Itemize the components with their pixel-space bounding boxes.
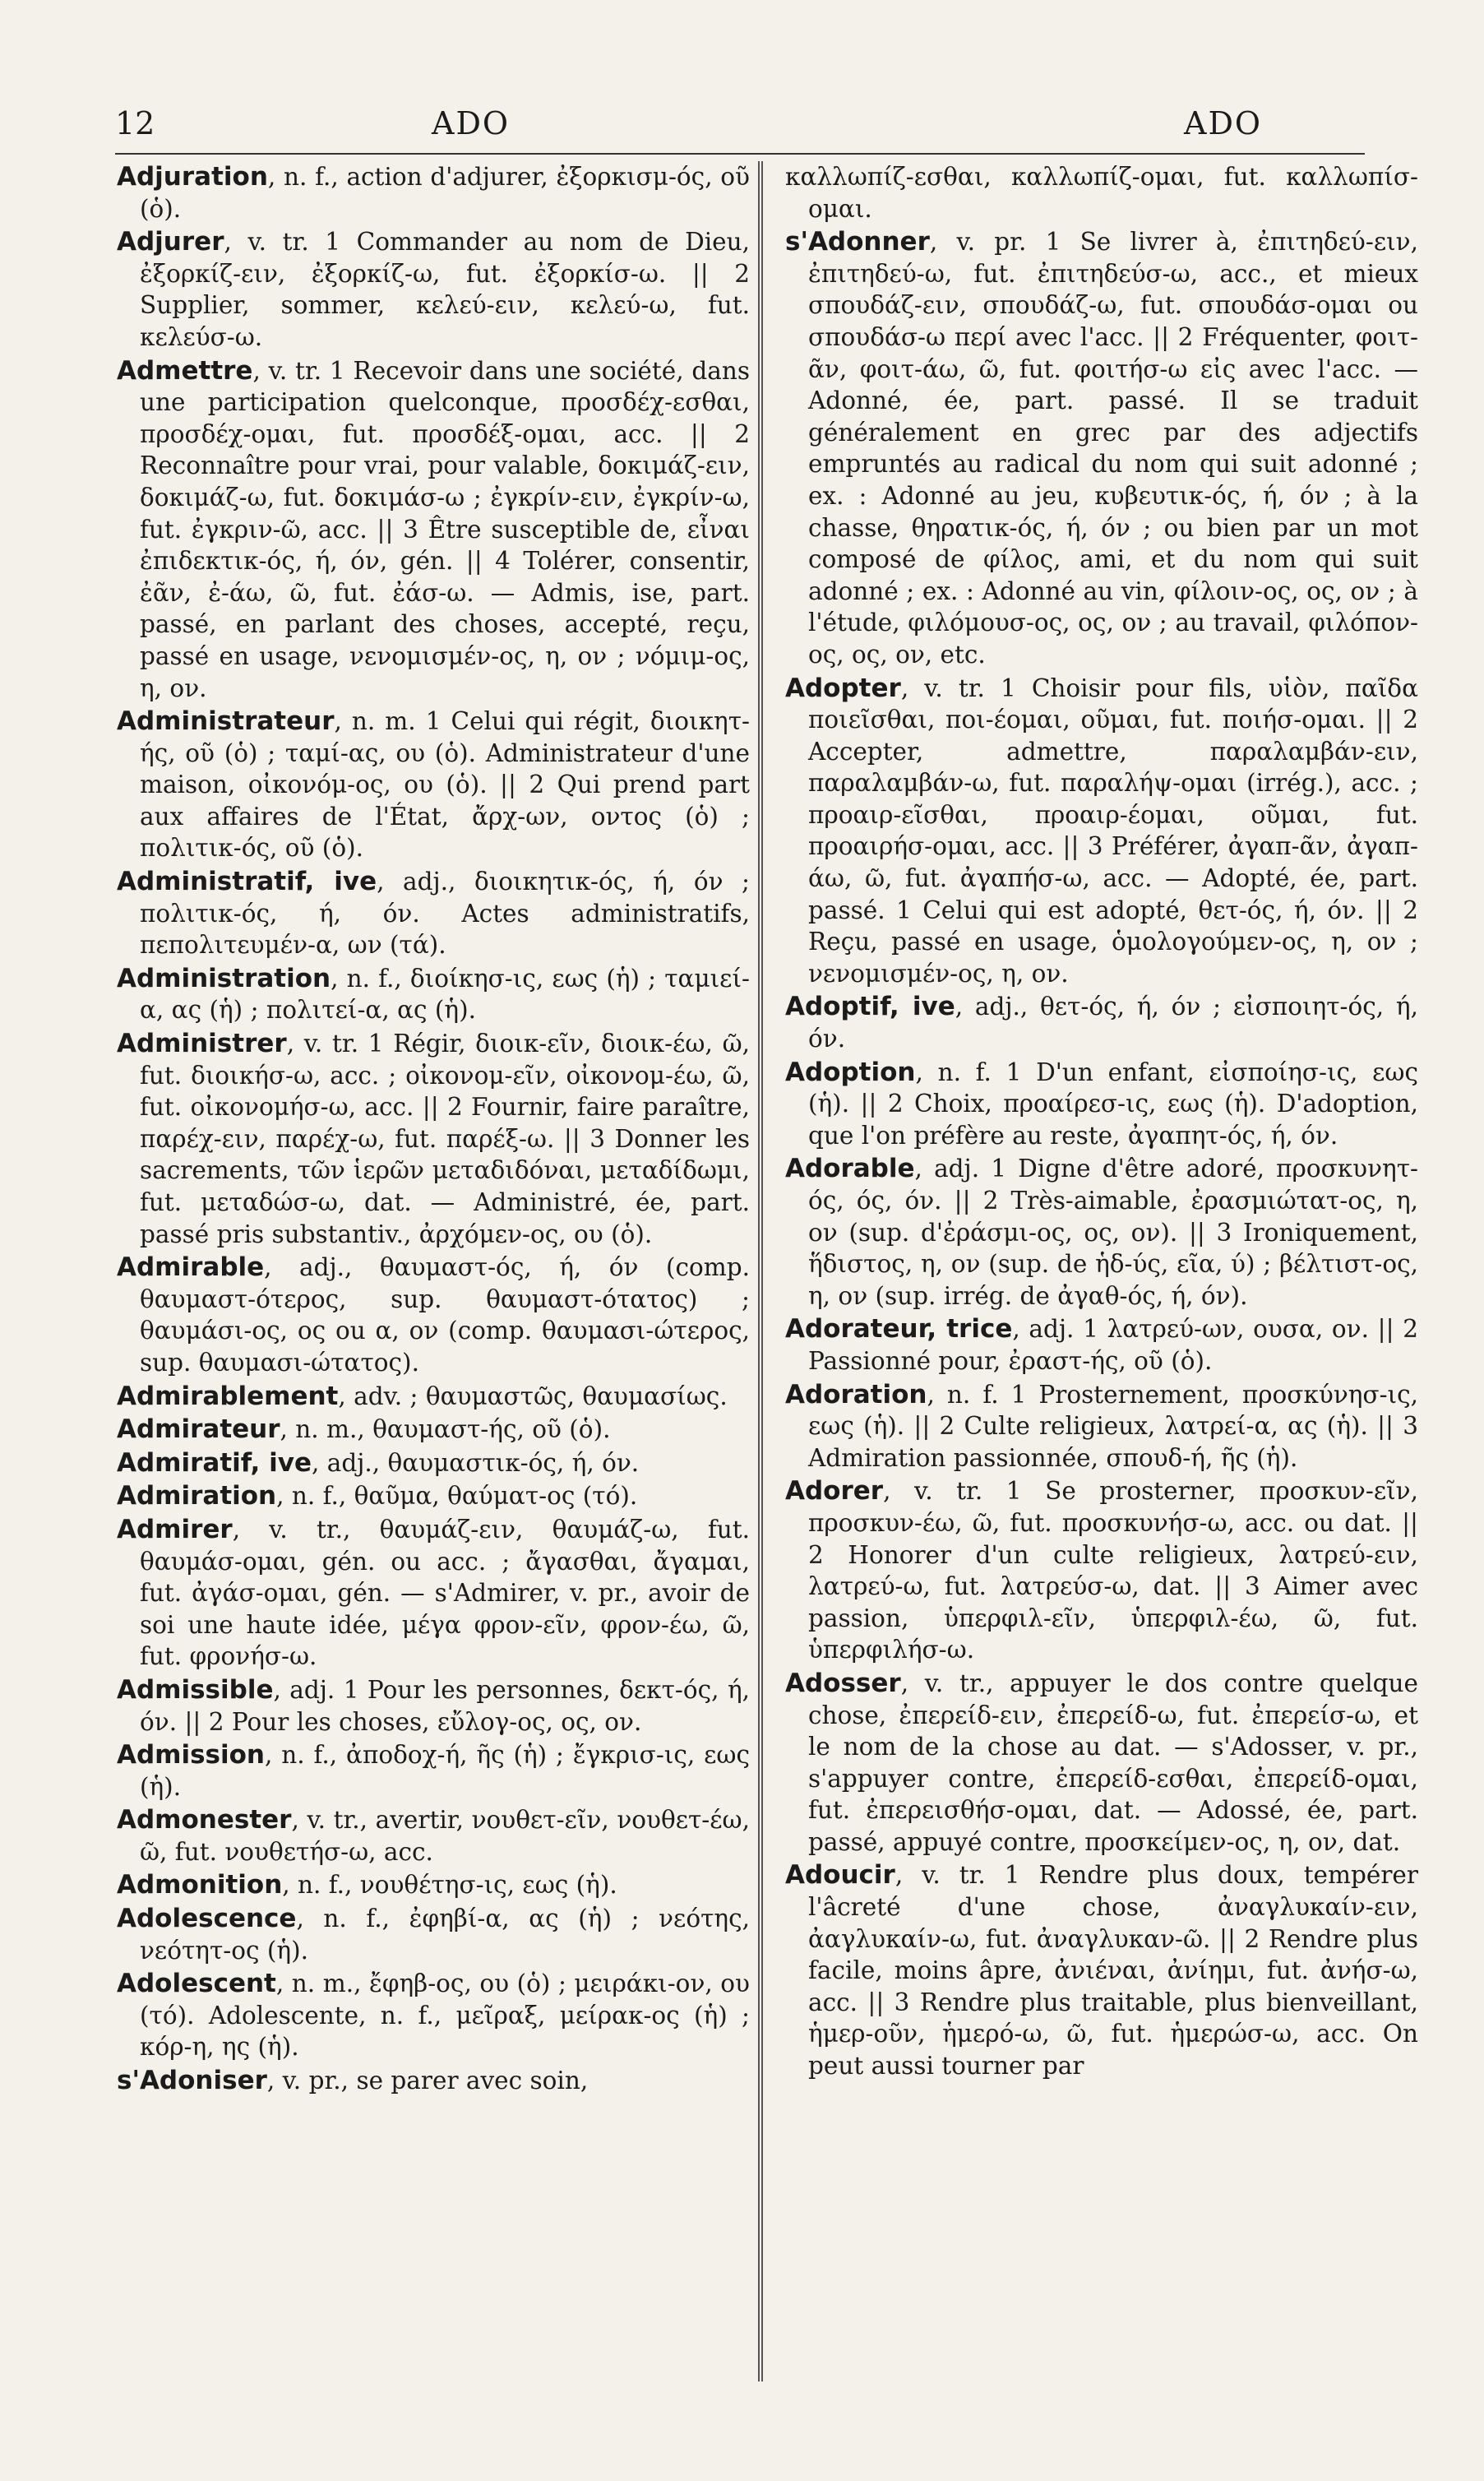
entry-headword: Adjuration: [117, 162, 268, 192]
entry-definition: , n. m. 1 Celui qui régit, διοικητ-ής, οῦ (ὁ) ; ταμί-ας, ου (ὁ). Administrateur d'une maison, οἰκονόμ-ος, ου (ὁ). || 2 Qui prend part aux affaires de l'État, ἄρχ-ων, οντος (ὁ) ; πολιτικ-ός, οῦ (ὁ).: [140, 707, 750, 863]
entry-definition: , v. tr., θαυμάζ-ειν, θαυμάζ-ω, fut. θαυμάσ-ομαι, gén. ou acc. ; ἄγασθαι, ἄγαμαι, fut. ἀγάσ-ομαι, gén. — s'Admirer, v. pr., avoir de soi une haute idée, μέγα φρον-εῖν, φρον-έω, ῶ, fut. φρονήσ-ω.: [140, 1515, 750, 1671]
entry-definition: , v. tr., avertir, νουθετ-εῖν, νουθετ-έω, ῶ, fut. νουθετήσ-ω, acc.: [140, 1806, 750, 1866]
dictionary-entry: [117, 1514, 750, 1673]
dictionary-entry: [117, 1739, 750, 1803]
dictionary-entry: [117, 1447, 750, 1479]
dictionary-entry: [117, 1414, 750, 1446]
entry-headword: Adoucir: [785, 1860, 895, 1891]
entry-definition: , v. tr. 1 Commander au nom de Dieu, ἐξορκίζ-ειν, ἐξορκίζ-ω, fut. ἐξορκίσ-ω. || 2 Supplier, sommer, κελεύ-ειν, κελεύ-ω, fut. κελεύσ-ω.: [140, 228, 750, 351]
page-header: [115, 105, 1484, 155]
entry-headword: Admirateur: [117, 1414, 280, 1445]
entry-headword: Admissible: [117, 1674, 274, 1705]
entry-definition: , n. f. 1 Prosternement, προσκύνησ-ις, εως (ἡ). || 2 Culte religieux, λατρεί-α, ας (ἡ). || 3 Admiration passionnée, σπουδ-ή, ῆς (ἡ).: [808, 1380, 1418, 1472]
entry-definition: , adj., θετ-ός, ή, όν ; εἰσποιητ-ός, ή, όν.: [808, 993, 1418, 1053]
dictionary-entry: [785, 991, 1418, 1054]
entry-headword: s'Adoniser: [117, 2066, 267, 2096]
dictionary-entry: [117, 1903, 750, 1966]
dictionary-entry: [117, 866, 750, 961]
entry-definition: , n. f., ἀποδοχ-ή, ῆς (ἡ) ; ἔγκρισ-ις, εως (ἡ).: [140, 1741, 750, 1801]
left-column: [117, 161, 750, 2099]
dictionary-entry: [117, 226, 750, 353]
entry-headword: Adoption: [785, 1057, 916, 1087]
entry-definition: , n. m., θαυμαστ-ής, οῦ (ὁ).: [280, 1415, 611, 1444]
dictionary-entry: [117, 963, 750, 1026]
header-rule: [115, 153, 1365, 155]
dictionary-entry: [117, 1968, 750, 2063]
dictionary-entry: [117, 355, 750, 705]
entry-definition: , adj., θαυμαστ-ός, ή, όν (comp. θαυμαστ-ότερος, sup. θαυμαστ-ότατος) ; θαυμάσι-ος, ος ou α, ον (comp. θαυμασι-ώτερος, sup. θαυμασι-ώτατος).: [140, 1253, 750, 1377]
dictionary-entry: [117, 1869, 750, 1901]
entry-definition: , n. f., θαῦμα, θαύματ-ος (τό).: [276, 1482, 638, 1511]
entry-definition: , v. tr. 1 Régir, διοικ-εῖν, διοικ-έω, ῶ, fut. διοικήσ-ω, acc. ; οἰκονομ-εῖν, οἰκονομ-έω, ῶ, fut. οἰκονομήσ-ω, acc. || 2 Fournir, faire paraître, παρέχ-ειν, παρέχ-ω, fut. παρέξ-ω. || 3 Donner les sacrements, τῶν ἱερῶν μεταδιδόναι, μεταδίδωμι, fut. μεταδώσ-ω, dat. — Administré, ée, part. passé pris substantiv., ἀρχόμεν-ος, ου (ὁ).: [140, 1030, 750, 1248]
dictionary-entry: [117, 1381, 750, 1413]
dictionary-entry: [785, 1668, 1418, 1858]
entry-headword: Adosser: [785, 1668, 901, 1698]
entry-headword: Adorable: [785, 1154, 915, 1184]
entry-definition: , n. m., ἔφηβ-ος, ου (ὁ) ; μειράκι-ον, ου (τό). Adolescente, n. f., μεῖραξ, μείρακ-ος (ἡ) ; κόρ-η, ης (ἡ).: [140, 1970, 750, 2062]
dictionary-entry: [785, 1057, 1418, 1152]
column-divider: [758, 161, 763, 2381]
entry-headword: Admirable: [117, 1252, 265, 1283]
entry-definition: , n. f., νουθέτησ-ις, εως (ἡ).: [282, 1871, 617, 1900]
entry-headword: Admission: [117, 1740, 266, 1770]
entry-headword: Adoration: [785, 1379, 927, 1409]
dictionary-entry: [785, 673, 1418, 990]
entry-headword: Admiration: [117, 1481, 277, 1511]
left-running-headword: ADO: [432, 105, 511, 141]
right-column: [785, 161, 1418, 2084]
dictionary-entry: [785, 161, 1418, 224]
entry-headword: Adopter: [785, 673, 901, 703]
entry-definition: , v. tr. 1 Recevoir dans une société, dans une participation quelconque, προσδέχ-εσθαι, προσδέχ-ομαι, fut. προσδέξ-ομαι, acc. || 2 Reconnaître pour vrai, pour valable, δοκιμάζ-ειν, δοκιμάζ-ω, fut. δοκιμάσ-ω ; ἐγκρίν-ειν, ἐγκρίν-ω, fut. ἐγκριν-ῶ, acc. || 3 Être susceptible de, εἶναι ἐπιδεκτικ-ός, ή, όν, gén. || 4 Tolérer, consentir, ἐᾶν, ἐ-άω, ῶ, fut. ἐάσ-ω. — Admis, ise, part. passé, en parlant des choses, accepté, reçu, passé en usage, νενομισμέν-ος, η, ον ; νόμιμ-ος, η, ον.: [140, 356, 750, 702]
dictionary-entry: [117, 1252, 750, 1378]
entry-definition: , v. pr., se parer avec soin,: [266, 2067, 589, 2095]
dictionary-entry: [785, 1859, 1418, 2081]
page-number: 12: [115, 105, 155, 141]
entry-headword: Admonester: [117, 1805, 292, 1835]
entry-headword: Admettre: [117, 355, 253, 386]
entry-headword: Administration: [117, 963, 331, 993]
entry-headword: Adolescence: [117, 1904, 297, 1934]
entry-headword: Administratif, ive: [117, 867, 377, 897]
dictionary-entry: [785, 226, 1418, 670]
entry-definition: , v. tr. 1 Choisir pour fils, υἱὸν, παῖδα ποιεῖσθαι, ποι-έομαι, οῦμαι, fut. ποιήσ-ομαι. || 2 Accepter, admettre, παραλαμβάν-ειν, παραλαμβάν-ω, fut. παραλήψ-ομαι (irrég.), acc. ; προαιρ-εῖσθαι, προαιρ-έομαι, οῦμαι, fut. προαιρήσ-ομαι, acc. || 3 Préférer, ἀγαπ-ᾶν, ἀγαπ-άω, ῶ, fut. ἀγαπήσ-ω, acc. — Adopté, ée, part. passé. 1 Celui qui est adopté, θετ-ός, ή, όν. || 2 Reçu, passé en usage, ὁμολογούμεν-ος, η, ον ; νενομισμέν-ος, η, ον.: [808, 673, 1418, 988]
entry-headword: Admirer: [117, 1514, 233, 1544]
entry-headword: Administrer: [117, 1029, 287, 1059]
entry-headword: Adoptif, ive: [785, 992, 955, 1022]
dictionary-entry: [117, 1028, 750, 1250]
entry-headword: Adorer: [785, 1476, 884, 1507]
entry-definition: , adj. 1 λατρεύ-ων, ουσα, ον. || 2 Passionné pour, ἐραστ-ής, οῦ (ὁ).: [808, 1315, 1418, 1375]
entry-headword: Admiratif, ive: [117, 1447, 312, 1478]
dictionary-entry: [785, 1153, 1418, 1312]
entry-headword: s'Adonner: [785, 227, 930, 257]
entry-definition: καλλωπίζ-εσθαι, καλλωπίζ-ομαι, fut. καλλωπίσ-ομαι.: [785, 163, 1418, 223]
entry-definition: , v. tr. 1 Se prosterner, προσκυν-εῖν, προσκυν-έω, ῶ, fut. προσκυνήσ-ω, acc. ou dat. || 2 Honorer d'un culte religieux, λατρεύ-ειν, λατρεύ-ω, fut. λατρεύσ-ω, dat. || 3 Aimer avec passion, ὑπερφιλ-εῖν, ὑπερφιλ-έω, ῶ, fut. ὑπερφιλήσ-ω.: [808, 1477, 1418, 1664]
dictionary-entry: [117, 1480, 750, 1512]
entry-headword: Admonition: [117, 1870, 283, 1900]
entry-definition: , adj., διοικητικ-ός, ή, όν ; πολιτικ-ός, ή, όν. Actes administratifs, πεπολιτευμέν-α, ων (τά).: [140, 868, 750, 960]
entry-headword: Adorateur, trice: [785, 1314, 1013, 1345]
dictionary-entry: [117, 706, 750, 864]
entry-definition: , adj. 1 Digne d'être adoré, προσκυνητ-ός, ός, όν. || 2 Très-aimable, ἐρασμιώτατ-ος, η, ον (sup. d'ἐράσμι-ος, ος, ον). || 3 Ironiquement, ἥδιστος, η, ον (sup. de ἡδ-ύς, εῖα, ύ) ; βέλτιστ-ος, η, ον (sup. irrég. de ἀγαθ-ός, ή, όν).: [808, 1155, 1418, 1310]
entry-headword: Administrateur: [117, 706, 335, 737]
entry-headword: Adjurer: [117, 227, 224, 257]
dictionary-entry: [785, 1313, 1418, 1377]
dictionary-entry: [785, 1379, 1418, 1474]
entry-headword: Admirablement: [117, 1381, 339, 1411]
entry-definition: , adv. ; θαυμαστῶς, θαυμασίως.: [338, 1382, 728, 1410]
right-running-headword: ADO: [1184, 105, 1263, 141]
entry-definition: , n. f., διοίκησ-ις, εως (ἡ) ; ταμιεί-α, ας (ἡ) ; πολιτεί-α, ας (ἡ).: [140, 964, 750, 1025]
entry-definition: , v. tr. 1 Rendre plus doux, tempérer l'âcreté d'une chose, ἀναγλυκαίν-ειν, ἀαγλυκαίν-ω, fut. ἀναγλυκαν-ῶ. || 2 Rendre plus facile, moins âpre, ἀνιέναι, ἀνίημι, fut. ἀνήσ-ω, acc. || 3 Rendre plus traitable, plus bienveillant, ἡμερ-οῦν, ἡμερό-ω, ῶ, fut. ἡμερώσ-ω, acc. On peut aussi tourner par: [808, 1861, 1418, 2081]
entry-definition: , v. tr., appuyer le dos contre quelque chose, ἐπερείδ-ειν, ἐπερείδ-ω, fut. ἐπερείσ-ω, et le nom de la chose au dat. — s'Adosser, v. pr., s'appuyer contre, ἐπερείδ-εσθαι, ἐπερείδ-ομαι, fut. ἐπερεισθήσ-ομαι, dat. — Adossé, ée, part. passé, appuyé contre, προσκείμεν-ος, η, ον, dat.: [808, 1669, 1418, 1856]
entry-definition: , adj., θαυμαστικ-ός, ή, όν.: [311, 1448, 640, 1477]
dictionary-entry: [117, 161, 750, 224]
entry-headword: Adolescent: [117, 1969, 276, 1999]
entry-definition: , adj. 1 Pour les personnes, δεκτ-ός, ή, όν. || 2 Pour les choses, εὔλογ-ος, ος, ον.: [140, 1675, 750, 1736]
dictionary-entry: [785, 1475, 1418, 1666]
entry-definition: , n. f. 1 D'un enfant, εἰσποίησ-ις, εως (ἡ). || 2 Choix, προαίρεσ-ις, εως (ἡ). D'adoption, que l'on préfère au reste, ἀγαπητ-ός, ή, όν.: [808, 1058, 1418, 1150]
dictionary-entry: [117, 2065, 750, 2097]
entry-definition: , n. f., action d'adjurer, ἐξορκισμ-ός, οῦ (ὁ).: [140, 163, 750, 223]
dictionary-entry: [117, 1674, 750, 1738]
entry-definition: , n. f., ἐφηβί-α, ας (ἡ) ; νεότης, νεότητ-ος (ἡ).: [140, 1905, 750, 1965]
entry-definition: , v. pr. 1 Se livrer à, ἐπιτηδεύ-ειν, ἐπιτηδεύ-ω, fut. ἐπιτηδεύσ-ω, acc., et mieux σπουδάζ-ειν, σπουδάζ-ω, fut. σπουδάσ-ομαι ou σπουδάσ-ω περί avec l'acc. || 2 Fréquenter, φοιτ-ᾶν, φοιτ-άω, ῶ, fut. φοιτήσ-ω εἰς avec l'acc. — Adonné, ée, part. passé. Il se traduit généralement en grec par des adjectifs empruntés au radical du nom qui suit adonné ; ex. : Adonné au jeu, κυβευτικ-ός, ή, όν ; à la chasse, θηρατικ-ός, ή, όν ; ou bien par un mot composé de φίλος, ami, et du nom qui suit adonné ; ex. : Adonné au vin, φίλοιν-ος, ος, ον ; à l'étude, φιλόμουσ-ος, ος, ον ; au travail, φιλόπον-ος, ος, ον, etc.: [808, 228, 1418, 669]
dictionary-entry: [117, 1804, 750, 1868]
